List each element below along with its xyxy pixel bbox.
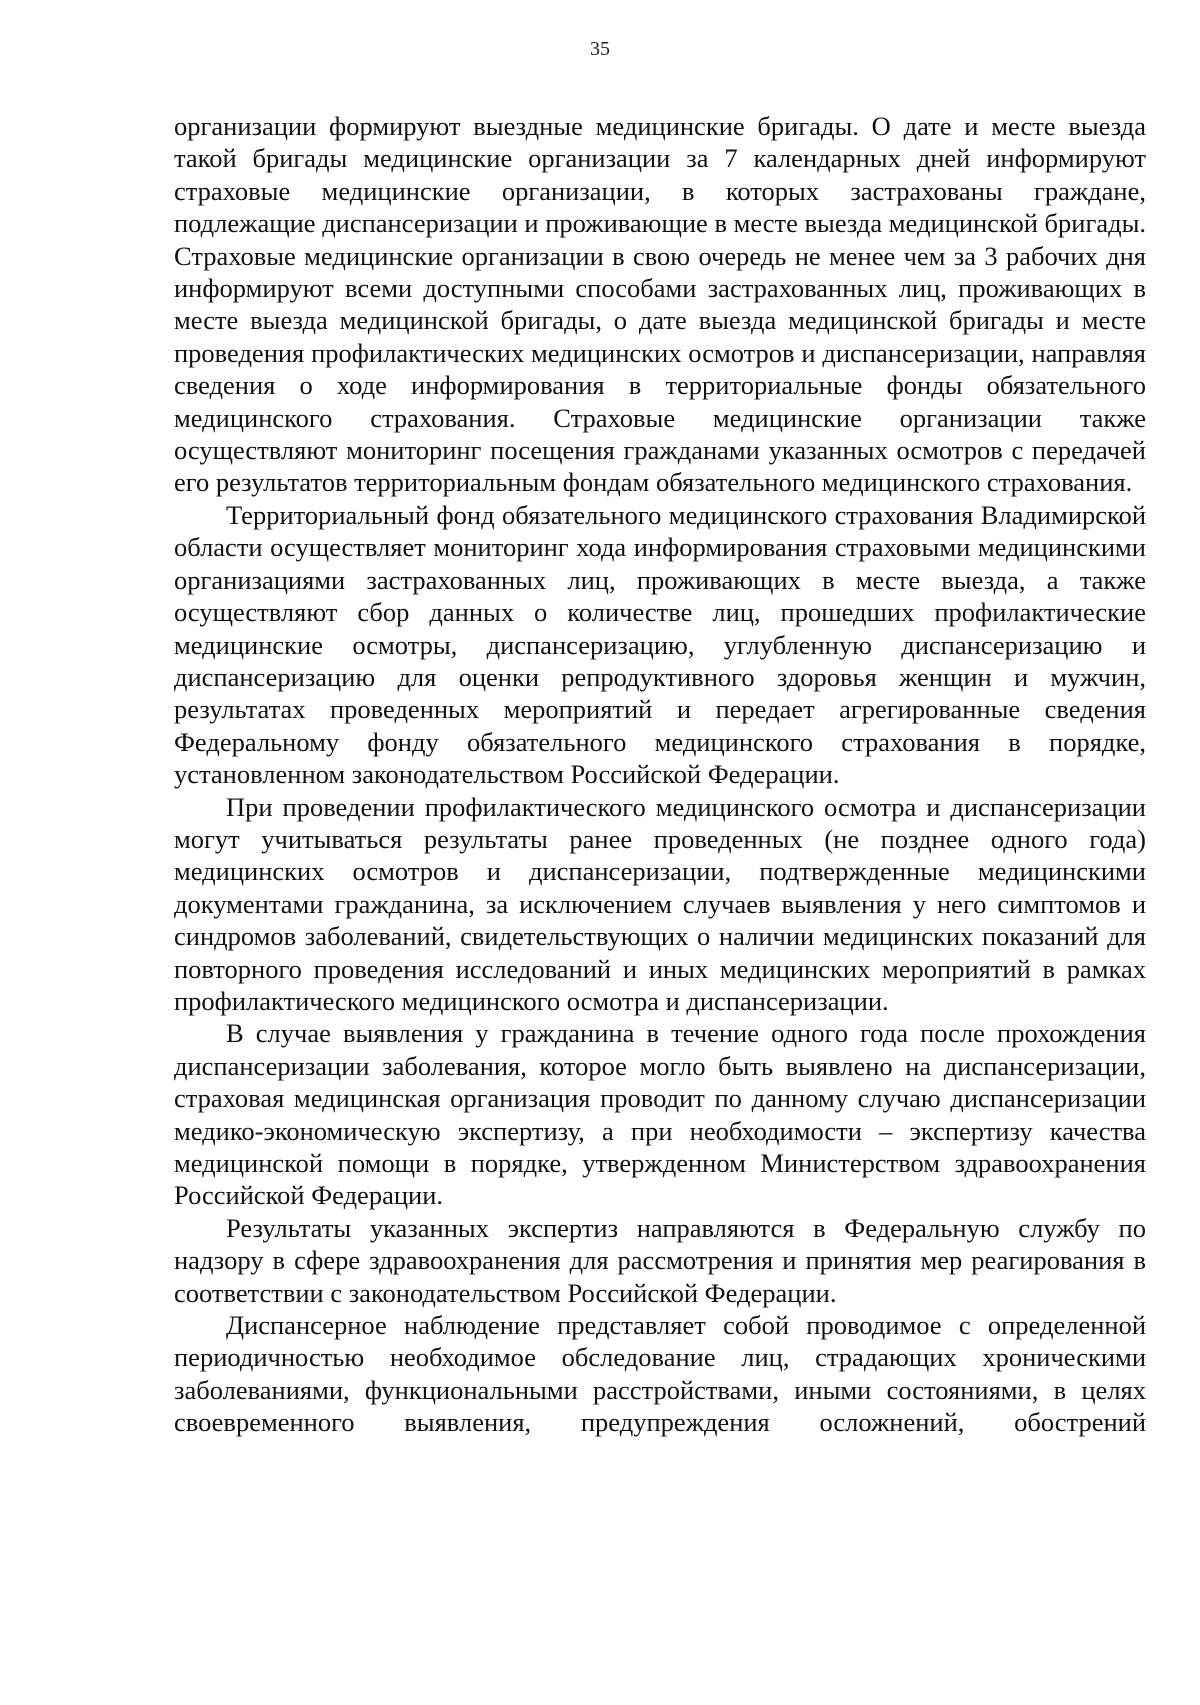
page-number: 35 bbox=[590, 38, 610, 60]
paragraph: При проведении профилактического медицинского осмотра и диспансеризации могут учитываться результаты ранее проведенных (не позднее одного года) медицинских осмотров и диспансеризации, подтвержденные медицинскими документами гражданина, за исключением случаев выявления у него симптомов и синдромов заболеваний, свидетельствующих о наличии медицинских показаний для повторного проведения исследований и иных медицинских мероприятий в рамках профилактического медицинского осмотра и диспансеризации. bbox=[174, 791, 1146, 1016]
paragraph: Территориальный фонд обязательного медицинского страхования Владимирской области осуществляет мониторинг хода информирования страховыми медицинскими организациями застрахованных лиц, проживающих в месте выезда, а также осуществляют сбор данных о количестве лиц, прошедших профилактические медицинские осмотры, диспансеризацию, углубленную диспансеризацию и диспансеризацию для оценки репродуктивного здоровья женщин и мужчин, результатах проведенных мероприятий и передает агрегированные сведения Федеральному фонду обязательного медицинского страхования в порядке, установленном законодательством Российской Федерации. bbox=[174, 499, 1146, 790]
document-body bbox=[174, 110, 1146, 1439]
paragraph: Результаты указанных экспертиз направляются в Федеральную службу по надзору в сфере здравоохранения для рассмотрения и принятия мер реагирования в соответствии с законодательством Российской Федерации. bbox=[174, 1212, 1146, 1308]
paragraph: Диспансерное наблюдение представляет собой проводимое с определенной периодичностью необходимое обследование лиц, страдающих хроническими заболеваниями, функциональными расстройствами, иными состояниями, в целях своевременного выявления, предупреждения осложнений, обострений bbox=[174, 1310, 1146, 1438]
paragraph: организации формируют выездные медицинские бригады. О дате и месте выезда такой бригады медицинские организации за 7 календарных дней информируют страховые медицинские организации, в которых застрахованы граждане, подлежащие диспансеризации и проживающие в месте выезда медицинской бригады. Страховые медицинские организации в свою очередь не менее чем за 3 рабочих дня информируют всеми доступными способами застрахованных лиц, проживающих в месте выезда медицинской бригады, о дате выезда медицинской бригады и месте проведения профилактических медицинских осмотров и диспансеризации, направляя сведения о ходе информирования в территориальные фонды обязательного медицинского страхования. Страховые медицинские организации также осуществляют мониторинг посещения гражданами указанных осмотров с передачей его результатов территориальным фондам обязательного медицинского страхования. bbox=[174, 111, 1146, 498]
paragraph: В случае выявления у гражданина в течение одного года после прохождения диспансеризации заболевания, которое могло быть выявлено на диспансеризации, страховая медицинская организация проводит по данному случаю диспансеризации медико-экономическую экспертизу, а при необходимости – экспертизу качества медицинской помощи в порядке, утвержденном Министерством здравоохранения Российской Федерации. bbox=[174, 1018, 1146, 1211]
